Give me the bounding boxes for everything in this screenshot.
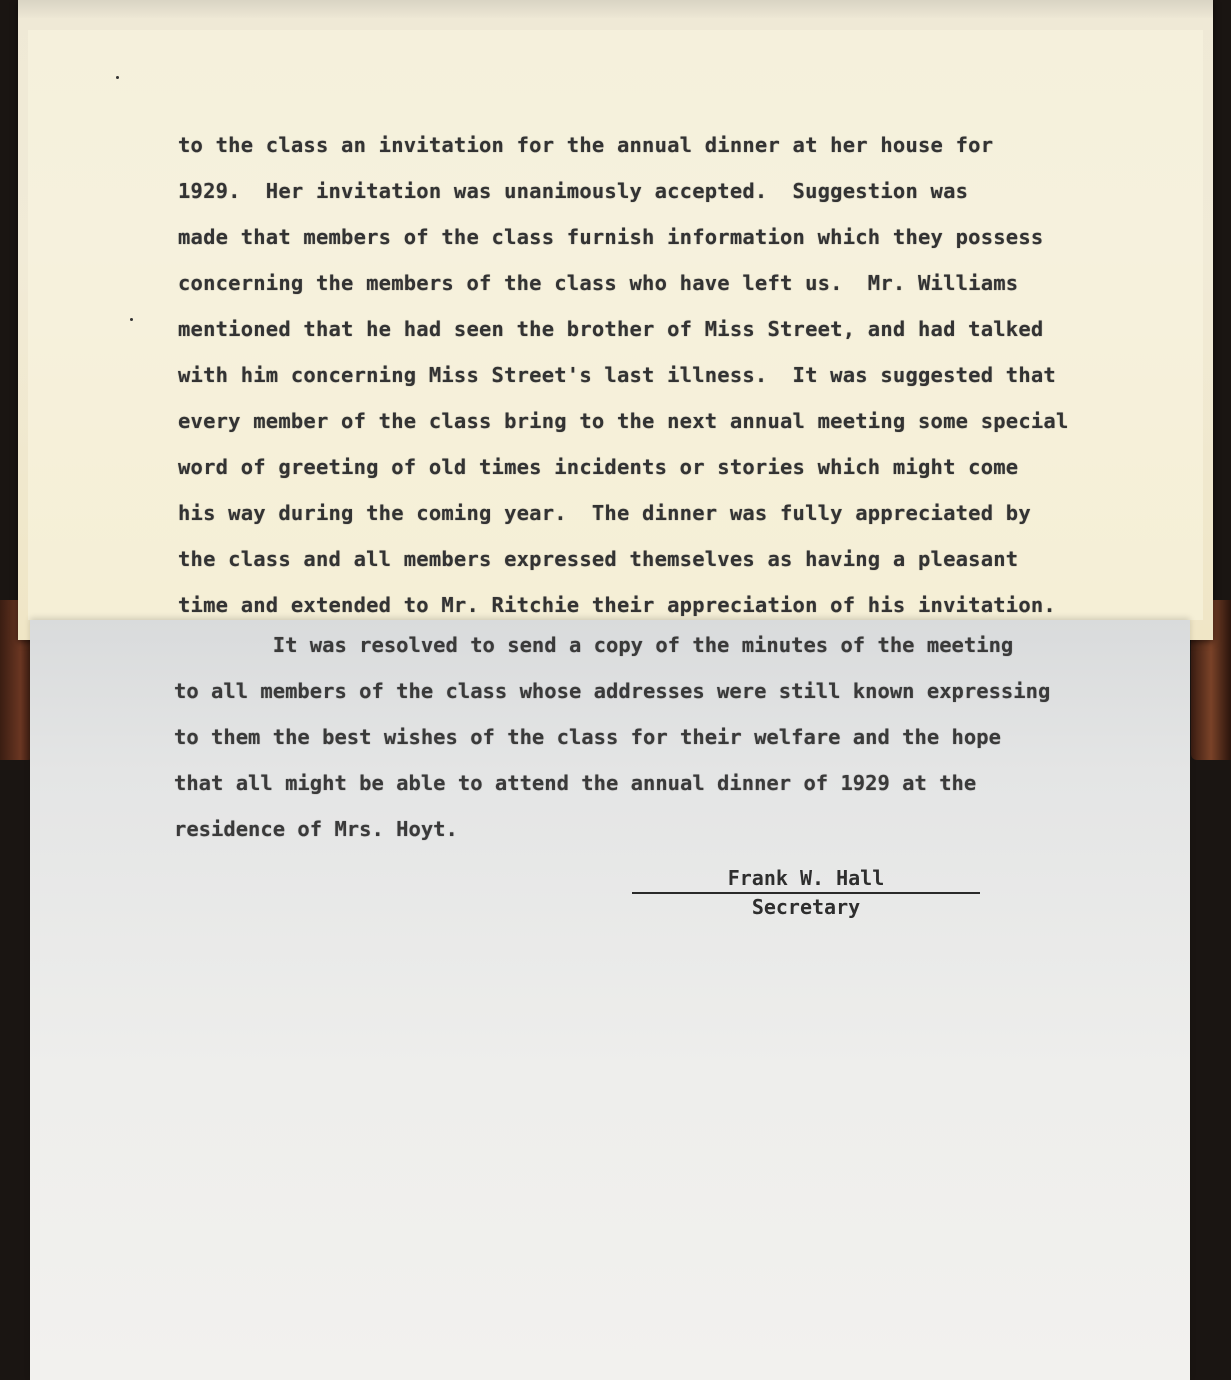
speck	[130, 318, 133, 321]
signature-title: Secretary	[751, 895, 861, 919]
signature-name: Frank W. Hall	[632, 866, 980, 894]
paragraph-1	[178, 122, 1158, 628]
speck	[116, 76, 119, 79]
text-line: to all members of the class whose addresses were still known expressing	[174, 679, 1051, 703]
text-line: to the class an invitation for the annual dinner at her house for	[178, 133, 994, 157]
text-line: residence of Mrs. Hoyt.	[174, 817, 458, 841]
text-line: every member of the class bring to the next annual meeting some special	[178, 409, 1069, 433]
text-line: concerning the members of the class who have left us. Mr. Williams	[178, 271, 1019, 295]
text-line: time and extended to Mr. Ritchie their appreciation of his invitation.	[178, 593, 1056, 617]
text-line: his way during the coming year. The dinner was fully appreciated by	[178, 501, 1031, 525]
text-line: the class and all members expressed themselves as having a pleasant	[178, 547, 1019, 571]
text-line: with him concerning Miss Street's last illness. It was suggested that	[178, 363, 1056, 387]
text-line: to them the best wishes of the class for their welfare and the hope	[174, 725, 1001, 749]
signature-block	[632, 866, 980, 918]
text-line: mentioned that he had seen the brother of Miss Street, and had talked	[178, 317, 1044, 341]
text-line: It was resolved to send a copy of the minutes of the meeting	[174, 633, 1014, 657]
text-line: word of greeting of old times incidents or stories which might come	[178, 455, 1019, 479]
text-line: made that members of the class furnish information which they possess	[178, 225, 1044, 249]
text-line: 1929. Her invitation was unanimously accepted. Suggestion was	[178, 179, 969, 203]
paragraph-2	[174, 622, 1164, 852]
text-line: that all might be able to attend the annual dinner of 1929 at the	[174, 771, 977, 795]
